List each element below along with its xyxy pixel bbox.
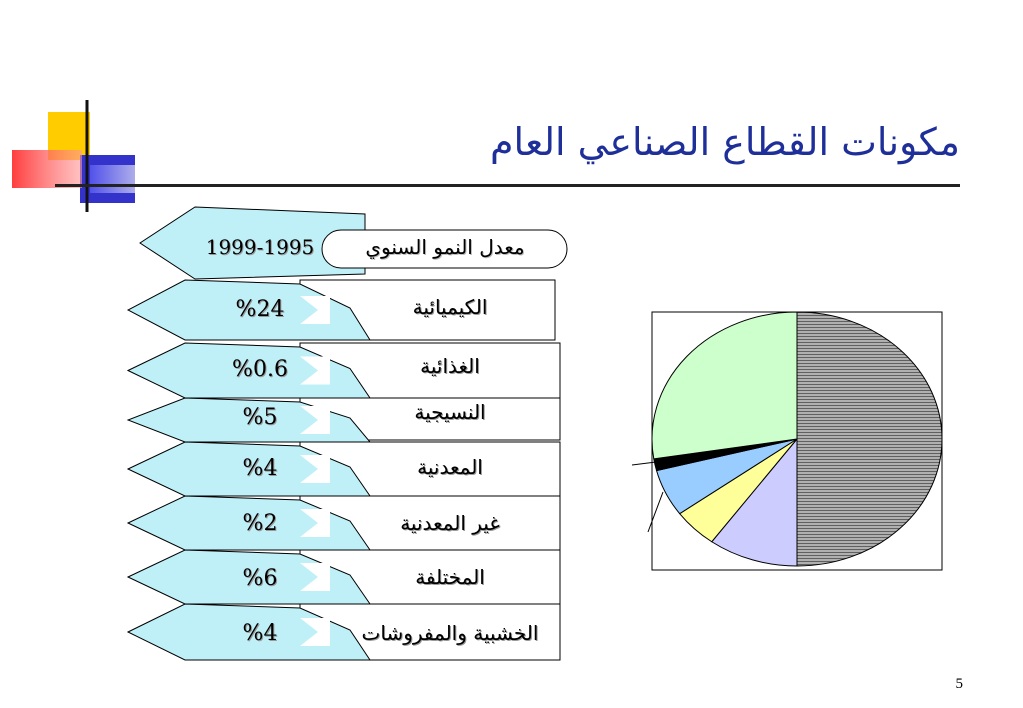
header-period: 1999-1995 xyxy=(205,235,315,259)
row-label-0: الكيميائية xyxy=(412,295,488,319)
row-value-5: %6 xyxy=(242,566,278,591)
row-value-3: %4 xyxy=(242,456,278,481)
header-label: معدل النمو السنوي xyxy=(365,235,525,259)
row-label-6: الخشبية والمفروشات xyxy=(361,621,539,645)
row-label-3: المعدنية xyxy=(417,455,483,479)
pie-chart-svg xyxy=(630,310,960,580)
row-value-4: %2 xyxy=(242,511,278,536)
row-value-0: %24 xyxy=(235,297,285,322)
slide-title: مكونات القطاع الصناعي العام xyxy=(490,120,960,164)
row-value-2: %5 xyxy=(242,405,278,430)
row-label-1: الغذائية xyxy=(420,354,480,378)
row-label-4: غير المعدنية xyxy=(400,511,500,535)
row-label-2: النسيجية xyxy=(414,400,486,424)
row-value-1: %0.6 xyxy=(232,357,288,382)
pie-chart xyxy=(630,310,960,584)
row-value-6: %4 xyxy=(242,621,278,646)
page-number: 5 xyxy=(955,676,963,692)
row-label-5: المختلفة xyxy=(415,565,485,589)
